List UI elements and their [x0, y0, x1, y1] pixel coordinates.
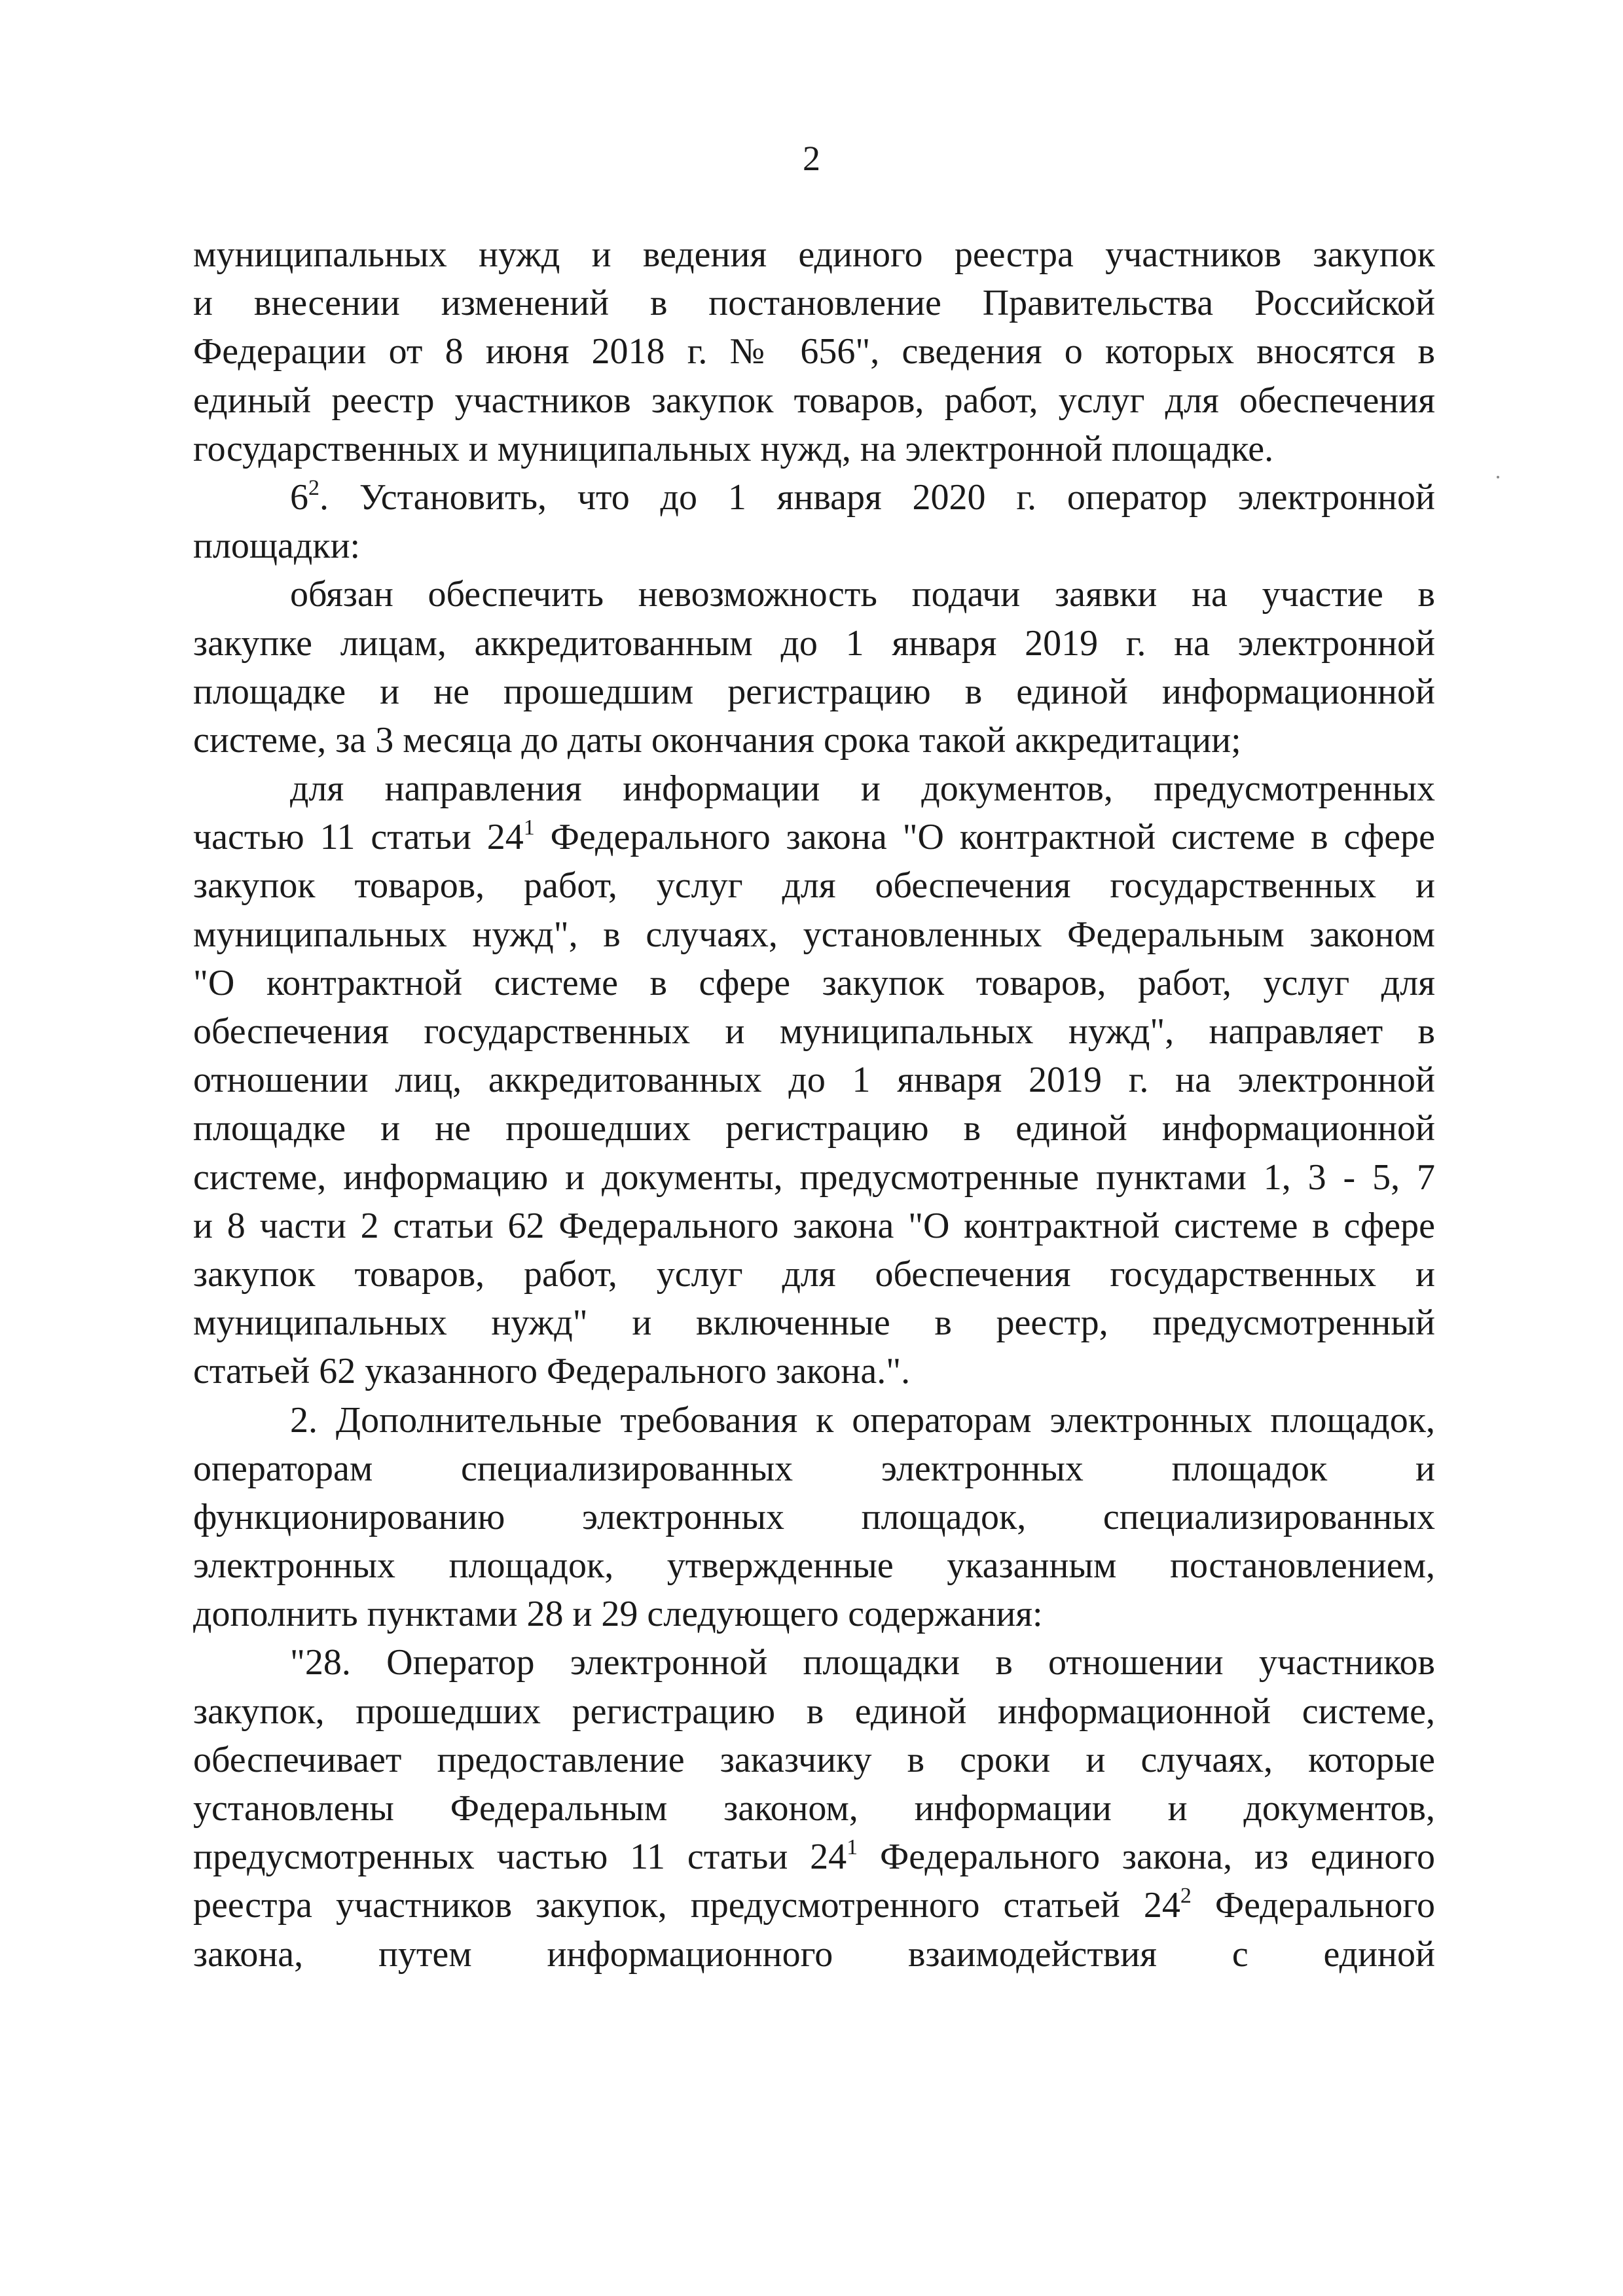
- text-line: функционированию электронных площадок, специализированных: [193, 1496, 1435, 1537]
- text-line: [193, 1881, 1435, 1929]
- text-line: и 8 части 2 статьи 62 Федерального закона "О контрактной системе в сфере: [193, 1205, 1435, 1246]
- text-line: системе, за 3 месяца до даты окончания срока такой аккредитации;: [193, 719, 1241, 761]
- line-text: реестра участников закупок, предусмотренного статьей 24: [193, 1885, 1180, 1926]
- text-line: электронных площадок, утвержденные указанным постановлением,: [193, 1545, 1435, 1587]
- text-line: [193, 813, 1435, 861]
- scan-speck: [1497, 476, 1499, 478]
- superscript: 1: [847, 1835, 858, 1860]
- text-line: статьей 62 указанного Федерального закона.".: [193, 1351, 911, 1392]
- page-number: 2: [803, 139, 820, 178]
- text-line: закона, путем информационного взаимодействия с единой: [193, 1933, 1435, 1975]
- text-line: "28. Оператор электронной площадки в отношении участников: [290, 1642, 1435, 1683]
- text-line: закупке лицам, аккредитованным до 1 января 2019 г. на электронной: [193, 622, 1435, 664]
- text-line: Федерации от 8 июня 2018 г. № 656", сведения о которых вносятся в: [193, 331, 1435, 372]
- text-line: обеспечения государственных и муниципальных нужд", направляет в: [193, 1011, 1435, 1052]
- superscript: 1: [523, 816, 535, 840]
- text-line: площадке и не прошедших регистрацию в единой информационной: [193, 1108, 1435, 1149]
- text-line: дополнить пунктами 28 и 29 следующего содержания:: [193, 1594, 1043, 1635]
- line-text: частью 11 статьи 24: [193, 817, 524, 858]
- text-line: закупок товаров, работ, услуг для обеспечения государственных и: [193, 1253, 1435, 1295]
- text-line: системе, информацию и документы, предусмотренные пунктами 1, 3 - 5, 7: [193, 1157, 1435, 1198]
- text-line: государственных и муниципальных нужд, на электронной площадке.: [193, 428, 1274, 469]
- superscript: 2: [1180, 1884, 1192, 1909]
- text-line: [193, 1833, 1435, 1881]
- text-line: обязан обеспечить невозможность подачи заявки на участие в: [290, 574, 1435, 615]
- text-line: закупок, прошедших регистрацию в единой информационной системе,: [193, 1691, 1435, 1732]
- text-line: операторам специализированных электронных площадок и: [193, 1448, 1435, 1489]
- text-line: закупок товаров, работ, услуг для обеспечения государственных и: [193, 865, 1435, 906]
- line-text: Федерального закона, из единого: [858, 1837, 1435, 1878]
- line-text: Федерального: [1191, 1885, 1435, 1926]
- paragraph-number: 6: [290, 476, 308, 518]
- text-line: площадке и не прошедшим регистрацию в единой информационной: [193, 671, 1435, 712]
- text-line: муниципальных нужд и ведения единого реестра участников закупок: [193, 234, 1435, 275]
- superscript: 2: [308, 475, 319, 500]
- text-line: установлены Федеральным законом, информации и документов,: [193, 1788, 1435, 1829]
- text-line: "О контрактной системе в сфере закупок товаров, работ, услуг для: [193, 962, 1435, 1003]
- text-line: 2. Дополнительные требования к операторам электронных площадок,: [290, 1399, 1435, 1441]
- text-line: для направления информации и документов, предусмотренных: [290, 768, 1435, 810]
- document-body: [193, 230, 1435, 1979]
- text-line: муниципальных нужд", в случаях, установленных Федеральным законом: [193, 914, 1435, 955]
- text-line: площадки:: [193, 526, 361, 567]
- text-line: муниципальных нужд" и включенные в реестр, предусмотренный: [193, 1302, 1435, 1344]
- text-line: отношении лиц, аккредитованных до 1 января 2019 г. на электронной: [193, 1060, 1435, 1101]
- text-line: единый реестр участников закупок товаров, работ, услуг для обеспечения: [193, 380, 1435, 421]
- line-text: . Установить, что до 1 января 2020 г. оператор электронной: [319, 476, 1435, 518]
- line-text: Федерального закона "О контрактной системе в сфере: [534, 817, 1435, 858]
- text-line: обеспечивает предоставление заказчику в сроки и случаях, которые: [193, 1739, 1435, 1780]
- text-line: и внесении изменений в постановление Правительства Российской: [193, 283, 1435, 324]
- line-text: предусмотренных частью 11 статьи 24: [193, 1837, 847, 1878]
- paragraph-6-2-heading: [193, 473, 1435, 522]
